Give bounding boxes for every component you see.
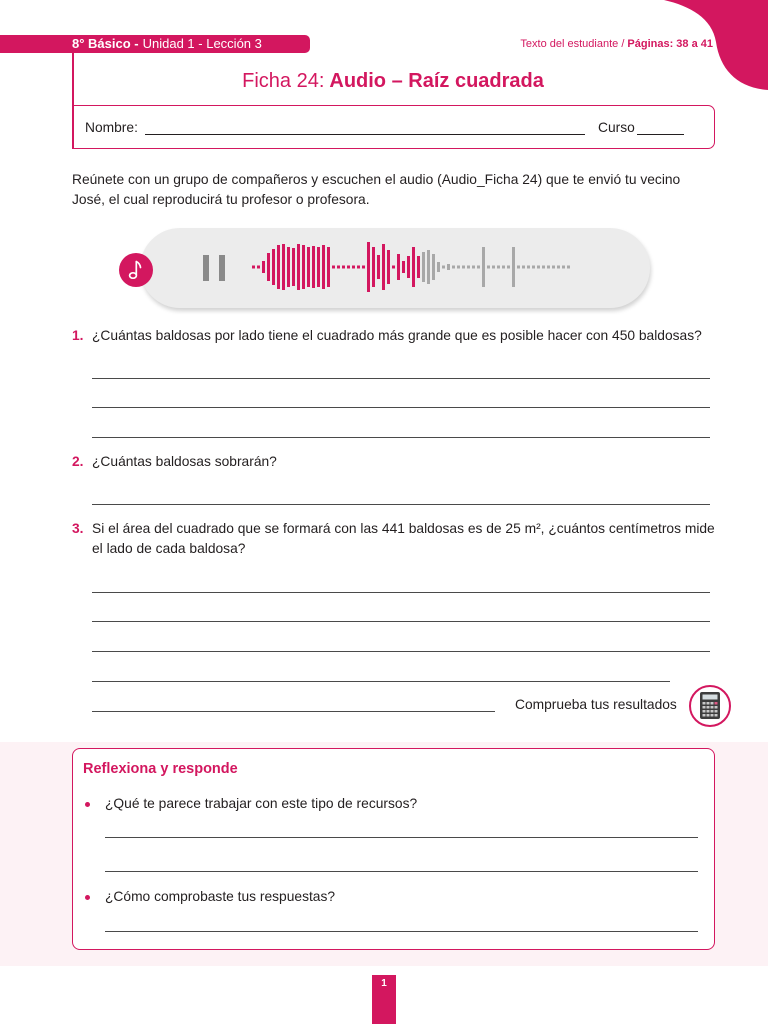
answer-line (92, 651, 710, 652)
question-number: 3. (72, 521, 84, 536)
waveform-bar (327, 247, 330, 287)
waveform-bar (562, 266, 565, 269)
waveform-bar (512, 247, 515, 287)
answer-line (92, 592, 710, 593)
waveform-bar (502, 266, 505, 269)
intro-line: Reúnete con un grupo de compañeros y escuchen el audio (Audio_Ficha 24) que te envió tu vecino (72, 172, 681, 187)
reflection-question: ¿Qué te parece trabajar con este tipo de recursos? (105, 796, 418, 811)
waveform-bar (527, 266, 530, 269)
answer-line (105, 871, 698, 872)
answer-line (92, 711, 495, 712)
intro-paragraph (72, 170, 680, 210)
waveform-bar (532, 266, 535, 269)
course-label: Curso (598, 120, 635, 135)
waveform-bar (382, 244, 385, 290)
waveform-bar (557, 266, 560, 269)
waveform-bar (377, 255, 380, 279)
waveform-bar (342, 266, 345, 269)
answer-line (92, 621, 710, 622)
question-text-line: Si el área del cuadrado que se formará con las 441 baldosas es de 25 m², ¿cuántos centímetros mide (92, 521, 715, 536)
reflection-title: Reflexiona y responde (83, 761, 238, 777)
page-title (72, 69, 714, 93)
waveform-bar (397, 254, 400, 280)
page-number: 1 (381, 978, 387, 989)
bullet (85, 895, 90, 900)
page-number-tab (372, 975, 396, 1024)
waveform-bar (407, 256, 410, 278)
question-text-line: el lado de cada baldosa? (92, 541, 246, 556)
waveform-bar (437, 262, 440, 272)
waveform-bar (537, 266, 540, 269)
waveform-bar (392, 266, 395, 269)
waveform-bar (352, 266, 355, 269)
waveform-bar (417, 256, 420, 278)
waveform-bar (477, 266, 480, 269)
pause-button[interactable] (203, 255, 226, 281)
answer-line (92, 504, 710, 505)
source-reference (520, 37, 713, 51)
waveform-bar (312, 246, 315, 288)
answer-line (92, 407, 710, 408)
source-label: Texto del estudiante / (520, 38, 625, 50)
waveform-bar (302, 245, 305, 289)
question-number: 1. (72, 328, 84, 343)
waveform-bar (277, 245, 280, 289)
audio-button[interactable] (119, 253, 153, 287)
waveform-bar (307, 247, 310, 287)
answer-line (92, 378, 710, 379)
waveform-bar (522, 266, 525, 269)
waveform-bar (492, 266, 495, 269)
waveform-bar (262, 261, 265, 273)
waveform-bar (267, 253, 270, 281)
music-note-icon (119, 253, 153, 287)
waveform-bar (462, 266, 465, 269)
waveform-bar (337, 266, 340, 269)
waveform-bar (482, 247, 485, 287)
waveform-bar (322, 245, 325, 289)
waveform-bar (287, 247, 290, 287)
waveform-bar (467, 266, 470, 269)
waveform-bar (372, 247, 375, 287)
waveform-bar (542, 266, 545, 269)
waveform-bar (402, 261, 405, 273)
name-field-line (145, 134, 585, 135)
name-label: Nombre: (85, 120, 138, 135)
title-main: Audio – Raíz cuadrada (329, 70, 544, 92)
pause-icon-bar (203, 255, 209, 281)
title-prefix: Ficha 24: (242, 70, 325, 92)
waveform-bar (317, 247, 320, 287)
pause-icon-bar (219, 255, 225, 281)
answer-line (92, 681, 670, 682)
waveform-bar (487, 266, 490, 269)
question-number: 2. (72, 454, 84, 469)
waveform-bar (567, 266, 570, 269)
question-text: ¿Cuántas baldosas por lado tiene el cuadrado más grande que es posible hacer con 450 baldosas? (92, 328, 702, 343)
answer-line (105, 931, 698, 932)
reflection-question: ¿Cómo comprobaste tus respuestas? (105, 889, 336, 904)
waveform-bar (332, 266, 335, 269)
unit-header-bar (0, 35, 310, 53)
waveform-bar (447, 264, 450, 270)
grade-label: 8° Básico - (72, 36, 139, 51)
waveform-bar (497, 266, 500, 269)
question-text: ¿Cuántas baldosas sobrarán? (92, 454, 277, 469)
waveform-bar (252, 266, 255, 269)
waveform-bar (517, 266, 520, 269)
waveform-bar (427, 250, 430, 284)
waveform-bar (347, 266, 350, 269)
waveform-bar (292, 248, 295, 286)
waveform-bar (457, 266, 460, 269)
check-results-label: Comprueba tus resultados (515, 697, 677, 712)
check-results-button[interactable] (689, 685, 731, 727)
waveform-bar (432, 254, 435, 280)
waveform-bar (442, 266, 445, 269)
waveform-bar (387, 250, 390, 284)
reflection-box (72, 748, 715, 950)
waveform-bar (362, 266, 365, 269)
waveform-bar (507, 266, 510, 269)
question-text (92, 519, 715, 559)
intro-line: José, el cual reproducirá tu profesor o profesora. (72, 192, 370, 207)
student-info-box (72, 105, 715, 149)
waveform-bar (422, 252, 425, 282)
course-field-line (637, 134, 684, 135)
waveform-bar (297, 244, 300, 290)
audio-waveform[interactable] (250, 239, 575, 295)
waveform-bar (452, 266, 455, 269)
unit-label: Unidad 1 - Lección 3 (142, 36, 262, 51)
bullet (85, 802, 90, 807)
waveform-bar (547, 266, 550, 269)
pages-label: Páginas: 38 a 41 (627, 38, 713, 50)
waveform-bar (552, 266, 555, 269)
waveform-bar (367, 242, 370, 292)
waveform-bar (412, 247, 415, 287)
waveform-bar (282, 244, 285, 290)
waveform-bar (472, 266, 475, 269)
waveform-bar (272, 249, 275, 285)
waveform-bar (357, 266, 360, 269)
answer-line (92, 437, 710, 438)
calculator-icon (691, 687, 729, 725)
answer-line (105, 837, 698, 838)
waveform-bar (257, 266, 260, 269)
